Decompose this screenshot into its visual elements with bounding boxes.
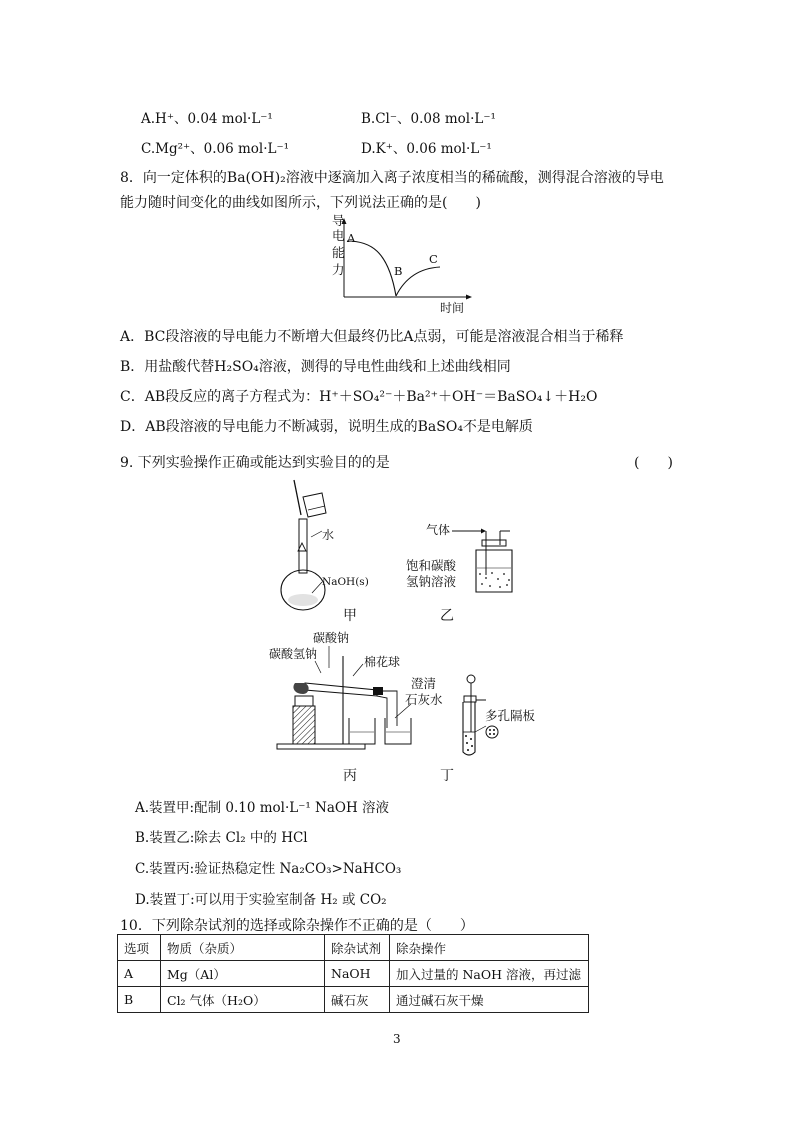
graph-ylabel-char-2: 电 [332,228,345,243]
apparatus-bing [265,628,425,753]
table-cell: A [118,961,161,987]
yi-caption: 乙 [440,608,454,624]
graph-curve-bc [396,267,440,296]
graph-ylabel-char-4: 力 [332,262,345,277]
table-cell: Mg（Al） [161,961,325,987]
graph-point-b: B [394,264,403,278]
table-header-cell: 除杂操作 [390,935,589,961]
table-row [118,987,589,1013]
table-cell: NaOH [325,961,390,987]
yi-gas-label: 气体 [426,523,451,537]
q8-option-b: B．用盐酸代替H₂SO₄溶液，测得的导电性曲线和上述曲线相同 [120,359,511,375]
q8-option-d: D．AB段溶液的导电能力不断减弱，说明生成的BaSO₄不是电解质 [120,419,533,435]
q9-option-a: A.装置甲:配制 0.10 mol·L⁻¹ NaOH 溶液 [135,800,390,816]
q9-option-b: B.装置乙:除去 Cl₂ 中的 HCl [135,830,308,846]
table-cell: B [118,987,161,1013]
q8-option-c: C．AB段反应的离子方程式为：H⁺＋SO₄²⁻＋Ba²⁺＋OH⁻＝BaSO₄↓＋H₂O [120,389,598,405]
table-cell: 通过碱石灰干燥 [390,987,589,1013]
beaker-pouring [303,493,326,517]
table-header-cell: 物质（杂质） [161,935,325,961]
yi-solution-line2: 氢钠溶液 [406,574,457,589]
table-cell: 加入过量的 NaOH 溶液，再过滤 [390,961,589,987]
q10-table [117,934,589,1013]
glass-rod [294,480,301,515]
bing-beaker-right [385,718,411,744]
graph-point-a: A [347,231,356,245]
q9-answer-paren: ( ) [634,455,673,471]
yi-solution-label [406,558,456,590]
q8-option-a: A．BC段溶液的导电能力不断增大但最终仍比A点弱，可能是溶液混合相当于稀释 [120,329,624,345]
table-row [118,961,589,987]
q7-option-a: A.H⁺、0.04 mol·L⁻¹ [141,111,273,127]
ding-plate-label: 多孔隔板 [485,708,536,723]
apparatus-jia [270,475,380,625]
graph-curve-ab [347,241,396,296]
q10-stem: 10．下列除杂试剂的选择或除杂操作不正确的是（ ） [120,918,474,934]
ding-plate-detail [486,726,498,738]
bing-nahco3-label: 碳酸氢钠 [269,647,318,661]
q7-option-c: C.Mg²⁺、0.06 mol·L⁻¹ [141,141,290,157]
q9-stem: 9. 下列实验操作正确或能达到实验目的的是 [120,455,390,471]
graph-ylabel-char-1: 导 [332,214,345,228]
q8-stem-line1: 8．向一定体积的Ba(OH)₂溶液中逐滴加入离子浓度相当的稀硫酸，测得混合溶液的导电 [120,170,664,186]
beaker-liquid [308,506,325,510]
q9-option-c: C.装置丙:验证热稳定性 Na₂CO₃>NaHCO₃ [135,861,402,877]
bing-lime-label [405,676,443,708]
q7-option-b: B.Cl⁻、0.08 mol·L⁻¹ [361,111,496,127]
jia-caption: 甲 [343,608,357,624]
table-cell: Cl₂ 气体（H₂O） [161,987,325,1013]
q8-conductivity-graph [326,214,474,318]
bing-outer-tube [305,683,377,696]
jia-water-label: 水 [322,528,335,542]
graph-ylabel-char-3: 能 [332,245,345,260]
table-header-cell: 选项 [118,935,161,961]
bing-cotton-label: 棉花球 [364,655,401,669]
bing-na2co3-label: 碳酸钠 [313,631,350,645]
graph-x-label: 时间 [440,301,465,315]
bing-cotton-stopper [373,687,383,695]
graph-point-c: C [429,252,438,266]
q7-option-d: D.K⁺、0.06 mol·L⁻¹ [361,141,492,157]
ding-test-tube [463,702,475,755]
q8-stem-line2: 能力随时间变化的曲线如图所示，下列说法正确的是( ) [120,195,481,211]
ding-funnel-bulb [467,675,475,683]
page-number: 3 [393,1032,401,1046]
yi-solution-line1: 饱和碳酸 [406,558,457,573]
ding-caption: 丁 [440,768,454,784]
bing-lime-line1: 澄清 [411,676,437,691]
graph-x-arrow [466,295,472,300]
bing-lamp [293,706,315,744]
bing-flame [293,683,308,694]
jia-naoh-label: NaOH(s) [322,576,369,588]
bing-stand-base [277,744,365,749]
bing-lime-line2: 石灰水 [405,692,443,707]
q9-option-d: D.装置丁:可以用于实验室制备 H₂ 或 CO₂ [135,892,387,908]
table-header-cell: 除杂试剂 [325,935,390,961]
table-cell: 碱石灰 [325,987,390,1013]
bing-caption: 丙 [343,768,357,784]
bing-beaker-left [349,718,375,744]
table-header-row [118,935,589,961]
